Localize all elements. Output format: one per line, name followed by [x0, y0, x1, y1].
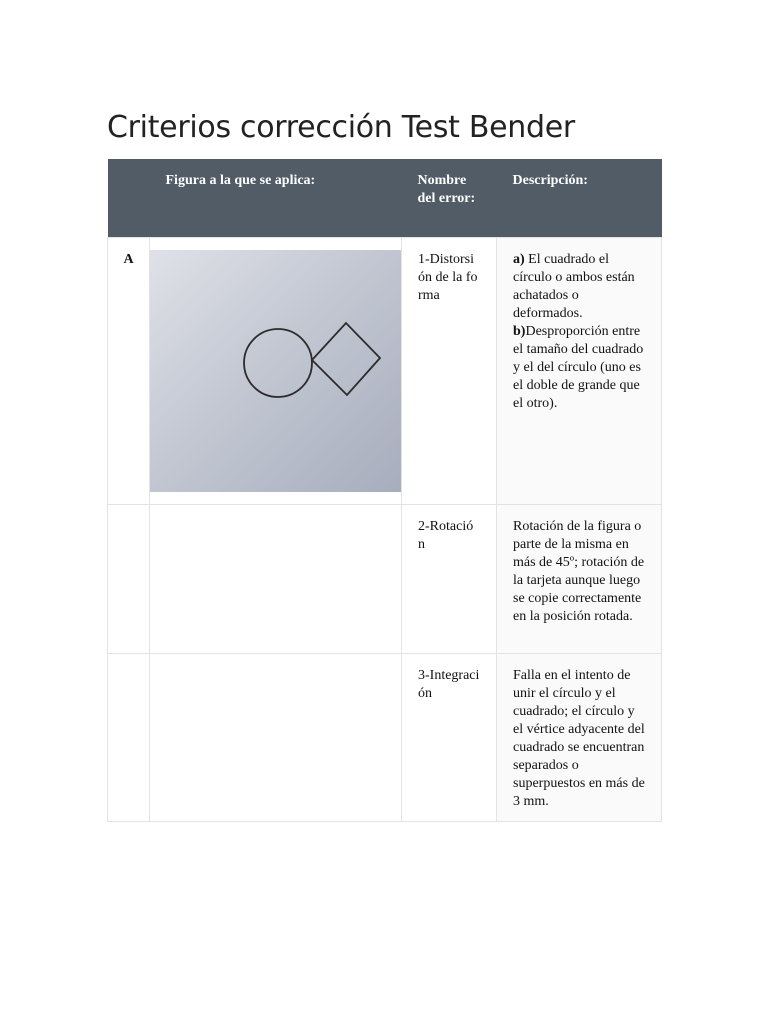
table-header-row: [108, 159, 662, 237]
page-title: Criterios corrección Test Bender: [107, 110, 575, 145]
row-letter: [108, 504, 150, 653]
desc-text-a: El cuadrado el círculo o ambos están achatados o deformados.: [513, 251, 635, 321]
criteria-table: [107, 159, 662, 822]
row-letter: [108, 653, 150, 821]
error-name: 3-Integración: [402, 653, 497, 821]
header-error-name: Nombre del error:: [417, 173, 476, 206]
figure-cell: [150, 504, 402, 653]
header-description: Descripción:: [512, 173, 588, 188]
desc-text-b: Desproporción entre el tamaño del cuadrado y el del círculo (uno es el doble de grande que el otro).: [513, 323, 644, 411]
header-figure: Figura a la que se aplica:: [165, 173, 316, 188]
figure-cell: [150, 237, 402, 504]
bender-figure-photo: [150, 250, 402, 492]
error-name: 2-Rotación: [402, 504, 497, 653]
header-letter: [108, 159, 150, 237]
table-row: [108, 237, 662, 504]
row-letter: A: [108, 237, 150, 504]
desc-bold-b: b): [513, 323, 526, 339]
error-description: [497, 237, 662, 504]
desc-bold-a: a): [513, 251, 525, 267]
error-description: Rotación de la figura o parte de la misma en más de 45º; rotación de la tarjeta aunque luego se copie correctamente en la posición rotada.: [497, 504, 662, 653]
error-name: 1-Distorsión de la forma: [402, 237, 497, 504]
figure-cell: [150, 653, 402, 821]
circle-diamond-drawing-icon: [150, 250, 402, 492]
error-description: Falla en el intento de unir el círculo y el cuadrado; el círculo y el vértice adyacente del cuadrado se encuentran separados o superpuestos en más de 3 mm.: [497, 653, 662, 821]
table-row: [108, 653, 662, 821]
table-row: [108, 504, 662, 653]
